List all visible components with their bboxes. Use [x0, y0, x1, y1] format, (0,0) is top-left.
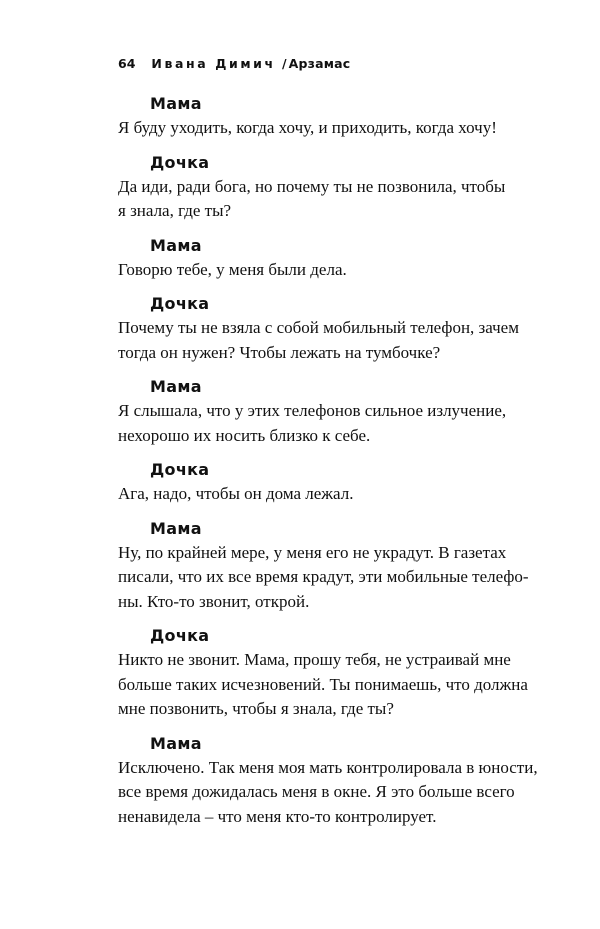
dialogue-line: Да иди, ради бога, но почему ты не позвонила, чтобы [118, 176, 506, 196]
dialogue-block [118, 151, 538, 224]
dialogue-line: ненавидела – что меня кто-то контролирует. [118, 806, 437, 826]
dialogue-line: Исключено. Так меня моя мать контролировала в юности, [118, 757, 538, 777]
publisher-name: Арзамас [288, 56, 351, 71]
dialogue-block [118, 517, 538, 615]
dialogue-body [118, 92, 538, 829]
running-header [118, 56, 350, 72]
dialogue-block [118, 732, 538, 830]
dialogue-line: Я слышала, что у этих телефонов сильное излучение, [118, 401, 507, 420]
dialogue-line: писали, что их все время крадут, эти мобильные телефо- [118, 567, 529, 586]
speaker-name: Мама [150, 377, 202, 396]
speaker-name: Мама [150, 518, 202, 538]
dialogue-line: Никто не звонит. Мама, прошу тебя, не устраивай мне [118, 650, 511, 669]
dialogue-block [118, 234, 538, 283]
speaker-name: Дочка [150, 460, 210, 479]
dialogue-line: все время дожидалась меня в окне. Я это больше всего [118, 782, 515, 801]
dialogue-block [118, 375, 538, 448]
speaker-name: Мама [150, 94, 202, 113]
speaker-name: Дочка [150, 294, 210, 313]
dialogue-line: Ага, надо, чтобы он дома лежал. [118, 484, 354, 503]
dialogue-block [118, 458, 538, 507]
dialogue-line: ны. Кто-то звонит, открой. [118, 591, 310, 611]
header-separator: / [282, 56, 287, 71]
dialogue-line: Ну, по крайней мере, у меня его не украдут. В газетах [118, 542, 507, 562]
dialogue-line: больше таких исчезновений. Ты понимаешь, что должна [118, 674, 528, 694]
speaker-name: Мама [150, 235, 202, 255]
dialogue-line: тогда он нужен? Чтобы лежать на тумбочке? [118, 342, 441, 362]
speaker-name: Дочка [150, 152, 210, 172]
dialogue-block [118, 624, 538, 722]
dialogue-line: мне позвонить, чтобы я знала, где ты? [118, 699, 394, 718]
dialogue-block [118, 92, 538, 141]
dialogue-block [118, 292, 538, 365]
dialogue-line: Я буду уходить, когда хочу, и приходить, когда хочу! [118, 118, 497, 137]
dialogue-line: я знала, где ты? [118, 201, 232, 220]
dialogue-line: нехорошо их носить близко к себе. [118, 425, 371, 445]
speaker-name: Дочка [150, 626, 210, 645]
speaker-name: Мама [150, 733, 202, 753]
page-number: 64 [118, 56, 136, 71]
dialogue-line: Говорю тебе, у меня были дела. [118, 259, 347, 279]
dialogue-line: Почему ты не взяла с собой мобильный телефон, зачем [118, 318, 519, 337]
author-name: Ивана Димич [151, 56, 276, 71]
